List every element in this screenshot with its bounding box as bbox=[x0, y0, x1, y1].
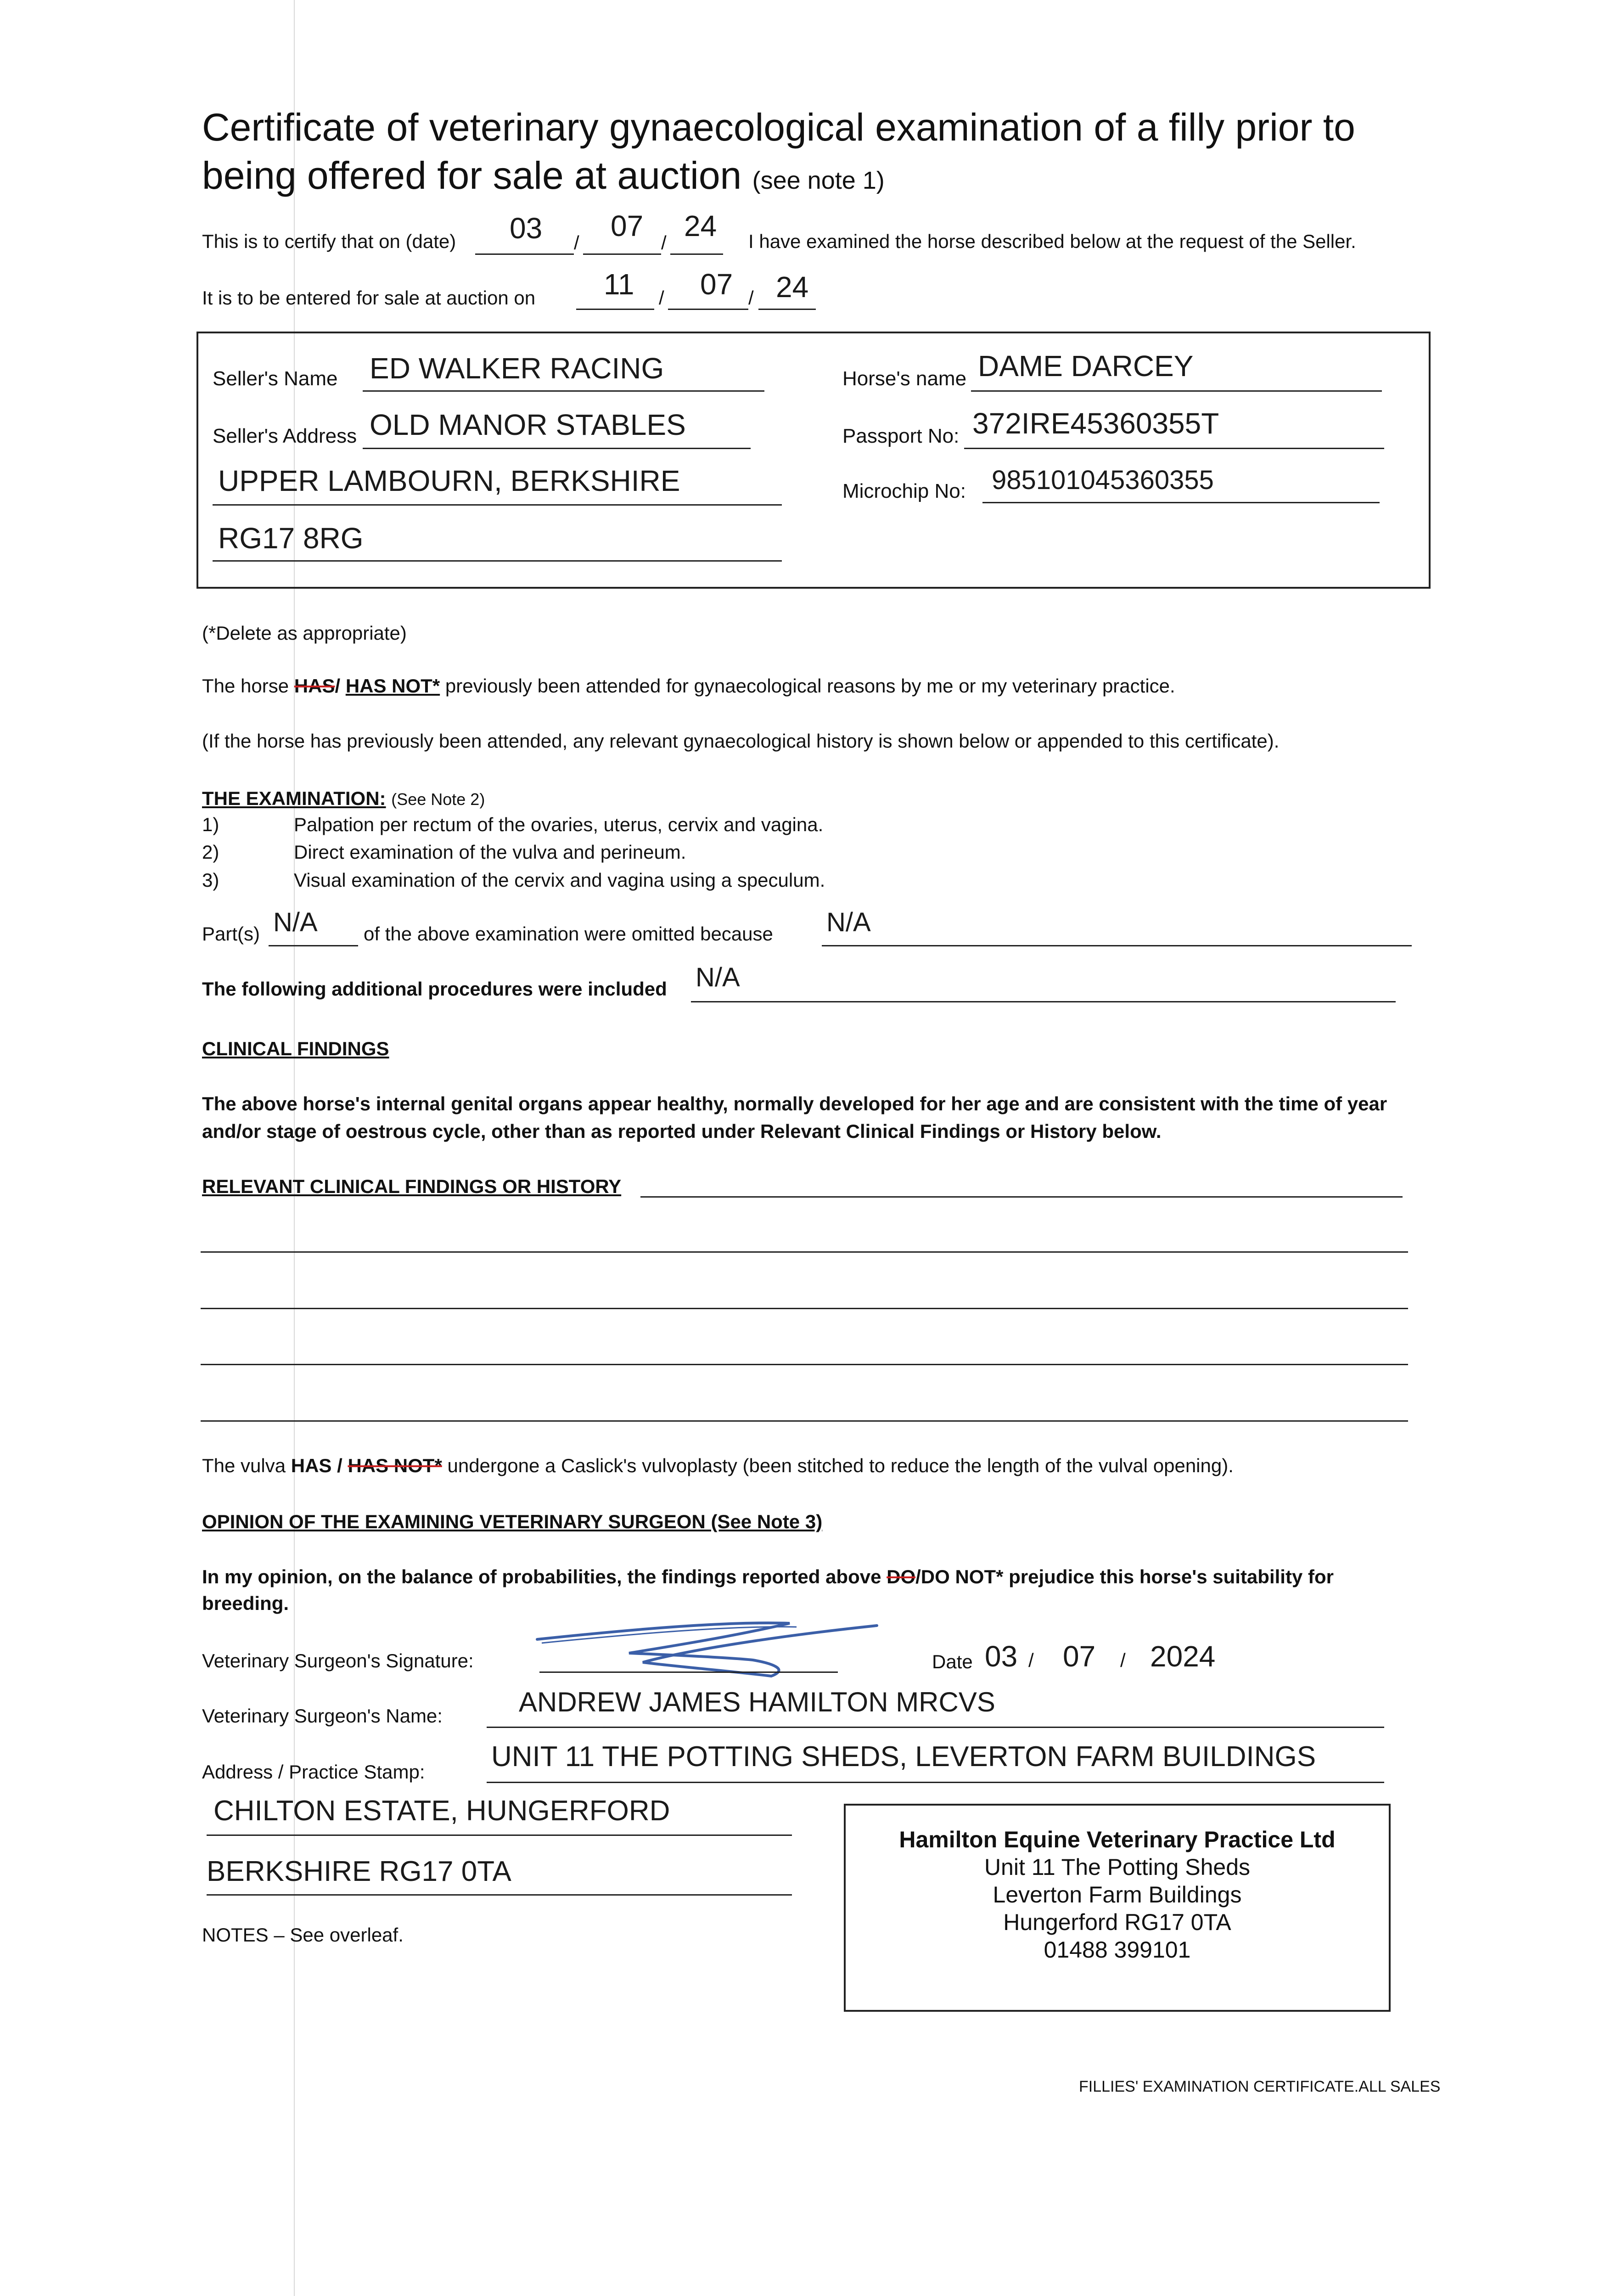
exam-date-month: 07 bbox=[611, 209, 644, 242]
relevant-heading: RELEVANT CLINICAL FINDINGS OR HISTORY bbox=[202, 1176, 622, 1197]
sig-date-year: 2024 bbox=[1150, 1640, 1216, 1673]
date-day-line bbox=[475, 253, 574, 255]
attended-struck-option: HAS bbox=[294, 675, 335, 697]
sale-day-line bbox=[576, 309, 654, 310]
parts-label: Part(s) bbox=[202, 923, 260, 945]
parts-line bbox=[269, 945, 358, 946]
signature-line bbox=[539, 1671, 838, 1673]
omitted-line bbox=[822, 945, 1412, 946]
clinical-heading: CLINICAL FINDINGS bbox=[202, 1038, 389, 1059]
attended-statement bbox=[202, 675, 1175, 697]
seller-address-2: UPPER LAMBOURN, BERKSHIRE bbox=[218, 464, 680, 497]
history-note: (If the horse has previously been attended, any relevant gynaecological history is shown below or appended to this certificate). bbox=[202, 730, 1280, 752]
sale-date-year: 24 bbox=[776, 270, 809, 304]
surgeon-address-3: BERKSHIRE RG17 0TA bbox=[207, 1856, 511, 1887]
sale-year-line bbox=[758, 309, 816, 310]
sale-prefix: It is to be entered for sale at auction on bbox=[202, 287, 536, 309]
stamp-town: Hungerford RG17 0TA bbox=[1003, 1909, 1231, 1935]
attended-prefix: The horse bbox=[202, 675, 289, 697]
opinion-struck-option: DO bbox=[887, 1566, 916, 1587]
seller-address-3-line bbox=[213, 560, 782, 562]
parts-value: N/A bbox=[273, 907, 318, 937]
title-line-2-text: being offered for sale at auction bbox=[202, 154, 742, 197]
vulva-suffix: undergone a Caslick's vulvoplasty (been stitched to reduce the length of the vulval opening). bbox=[447, 1455, 1234, 1476]
relevant-line-3 bbox=[201, 1308, 1408, 1309]
attended-slash: / bbox=[335, 675, 341, 697]
vulva-struck-option: HAS NOT* bbox=[348, 1455, 442, 1476]
clinical-text-1: The above horse's internal genital organs appear healthy, normally developed for her age and are consistent with the time of year bbox=[202, 1093, 1387, 1114]
exam-item-3-text: Visual examination of the cervix and vagina using a speculum. bbox=[294, 869, 825, 891]
exam-date-day: 03 bbox=[510, 212, 543, 245]
additional-label: The following additional procedures were included bbox=[202, 978, 667, 1000]
additional-line bbox=[691, 1001, 1396, 1002]
address-stamp-label: Address / Practice Stamp: bbox=[202, 1761, 425, 1783]
seller-address-2-line bbox=[213, 504, 782, 506]
date-sep-2: / bbox=[661, 232, 667, 253]
certify-suffix: I have examined the horse described below at the request of the Seller. bbox=[748, 231, 1356, 252]
exam-item-2-text: Direct examination of the vulva and perineum. bbox=[294, 841, 686, 863]
relevant-line-4 bbox=[201, 1364, 1408, 1365]
examination-heading-note: (See Note 2) bbox=[391, 790, 485, 809]
title-line-1: Certificate of veterinary gynaecological examination of a filly prior to bbox=[202, 106, 1355, 149]
title-line-2 bbox=[202, 152, 885, 204]
relevant-line-1 bbox=[640, 1196, 1403, 1198]
passport-label: Passport No: bbox=[842, 425, 960, 447]
date-year-line bbox=[670, 253, 723, 255]
title-note: (see note 1) bbox=[752, 167, 885, 194]
microchip-line bbox=[982, 502, 1380, 503]
sale-month-line bbox=[668, 309, 748, 310]
vulva-statement bbox=[202, 1455, 1234, 1477]
notes-overleaf: NOTES – See overleaf. bbox=[202, 1924, 404, 1946]
examination-heading-text: THE EXAMINATION: bbox=[202, 788, 386, 809]
relevant-line-2 bbox=[201, 1251, 1408, 1253]
examination-heading bbox=[202, 788, 485, 810]
surgeon-name-line bbox=[487, 1727, 1384, 1728]
sale-date-day: 11 bbox=[604, 268, 634, 301]
surgeon-address-2: CHILTON ESTATE, HUNGERFORD bbox=[213, 1795, 670, 1827]
signature-label: Veterinary Surgeon's Signature: bbox=[202, 1650, 474, 1671]
date-sep-1: / bbox=[574, 232, 579, 253]
date-month-line bbox=[583, 253, 661, 255]
footer-form-name: FILLIES' EXAMINATION CERTIFICATE.ALL SALES bbox=[1079, 2078, 1441, 2095]
sale-date-month: 07 bbox=[700, 268, 733, 301]
surgeon-address-1: UNIT 11 THE POTTING SHEDS, LEVERTON FARM BUILDINGS bbox=[491, 1741, 1316, 1773]
opinion-text-line-1 bbox=[202, 1566, 1334, 1588]
seller-address-1: OLD MANOR STABLES bbox=[370, 408, 686, 441]
stamp-buildings: Leverton Farm Buildings bbox=[993, 1882, 1242, 1908]
seller-address-label: Seller's Address bbox=[213, 425, 357, 447]
surgeon-name-label: Veterinary Surgeon's Name: bbox=[202, 1705, 443, 1727]
surgeon-address-2-line bbox=[207, 1835, 792, 1836]
vulva-prefix: The vulva bbox=[202, 1455, 286, 1476]
seller-name: ED WALKER RACING bbox=[370, 352, 664, 385]
omitted-label: of the above examination were omitted because bbox=[364, 923, 773, 945]
passport-number: 372IRE45360355T bbox=[972, 407, 1219, 440]
microchip-number: 985101045360355 bbox=[992, 465, 1214, 495]
horse-name-label: Horse's name bbox=[842, 367, 967, 390]
horse-name: DAME DARCEY bbox=[978, 349, 1194, 383]
stamp-unit: Unit 11 The Potting Sheds bbox=[984, 1854, 1251, 1880]
exam-item-1-text: Palpation per rectum of the ovaries, uterus, cervix and vagina. bbox=[294, 814, 824, 835]
seller-name-label: Seller's Name bbox=[213, 367, 338, 390]
horse-name-line bbox=[971, 390, 1382, 392]
delete-note: (*Delete as appropriate) bbox=[202, 622, 407, 644]
opinion-heading: OPINION OF THE EXAMINING VETERINARY SURGEON (See Note 3) bbox=[202, 1511, 823, 1532]
sig-date-sep-1: / bbox=[1028, 1649, 1034, 1671]
stamp-phone: 01488 399101 bbox=[1044, 1937, 1191, 1963]
sig-date-day: 03 bbox=[985, 1640, 1018, 1673]
stamp-practice-name: Hamilton Equine Veterinary Practice Ltd bbox=[899, 1827, 1336, 1852]
surgeon-address-3-line bbox=[207, 1894, 792, 1896]
seller-name-line bbox=[363, 390, 764, 392]
vulva-kept-option: HAS / bbox=[291, 1455, 342, 1476]
surgeon-address-1-line bbox=[487, 1782, 1384, 1783]
sig-date-sep-2: / bbox=[1120, 1649, 1126, 1671]
relevant-line-5 bbox=[201, 1420, 1408, 1422]
sig-date-month: 07 bbox=[1063, 1640, 1096, 1673]
opinion-mid: /DO NOT* prejudice this horse's suitability for bbox=[915, 1566, 1334, 1587]
seller-address-3: RG17 8RG bbox=[218, 522, 364, 555]
microchip-label: Microchip No: bbox=[842, 480, 966, 502]
practice-stamp bbox=[844, 1804, 1391, 2012]
exam-item-3-num: 3) bbox=[202, 869, 219, 891]
clinical-text-2: and/or stage of oestrous cycle, other than as reported under Relevant Clinical Findings or History below. bbox=[202, 1120, 1162, 1142]
opinion-text-end: breeding. bbox=[202, 1593, 289, 1614]
sale-sep-1: / bbox=[659, 287, 664, 309]
sale-sep-2: / bbox=[748, 287, 754, 309]
certify-prefix: This is to certify that on (date) bbox=[202, 231, 456, 252]
opinion-prefix: In my opinion, on the balance of probabilities, the findings reported above bbox=[202, 1566, 881, 1587]
seller-address-1-line bbox=[363, 448, 751, 449]
sig-date-label: Date bbox=[932, 1651, 973, 1672]
signature-scribble bbox=[533, 1612, 881, 1685]
attended-kept-option: HAS NOT* bbox=[345, 675, 440, 697]
exam-item-1-num: 1) bbox=[202, 814, 219, 835]
omitted-value: N/A bbox=[826, 907, 871, 937]
additional-value: N/A bbox=[696, 962, 740, 992]
surgeon-name: ANDREW JAMES HAMILTON MRCVS bbox=[519, 1687, 995, 1717]
attended-suffix: previously been attended for gynaecological reasons by me or my veterinary practice. bbox=[445, 675, 1175, 697]
passport-line bbox=[964, 448, 1384, 449]
exam-item-2-num: 2) bbox=[202, 841, 219, 863]
exam-date-year: 24 bbox=[684, 209, 717, 242]
